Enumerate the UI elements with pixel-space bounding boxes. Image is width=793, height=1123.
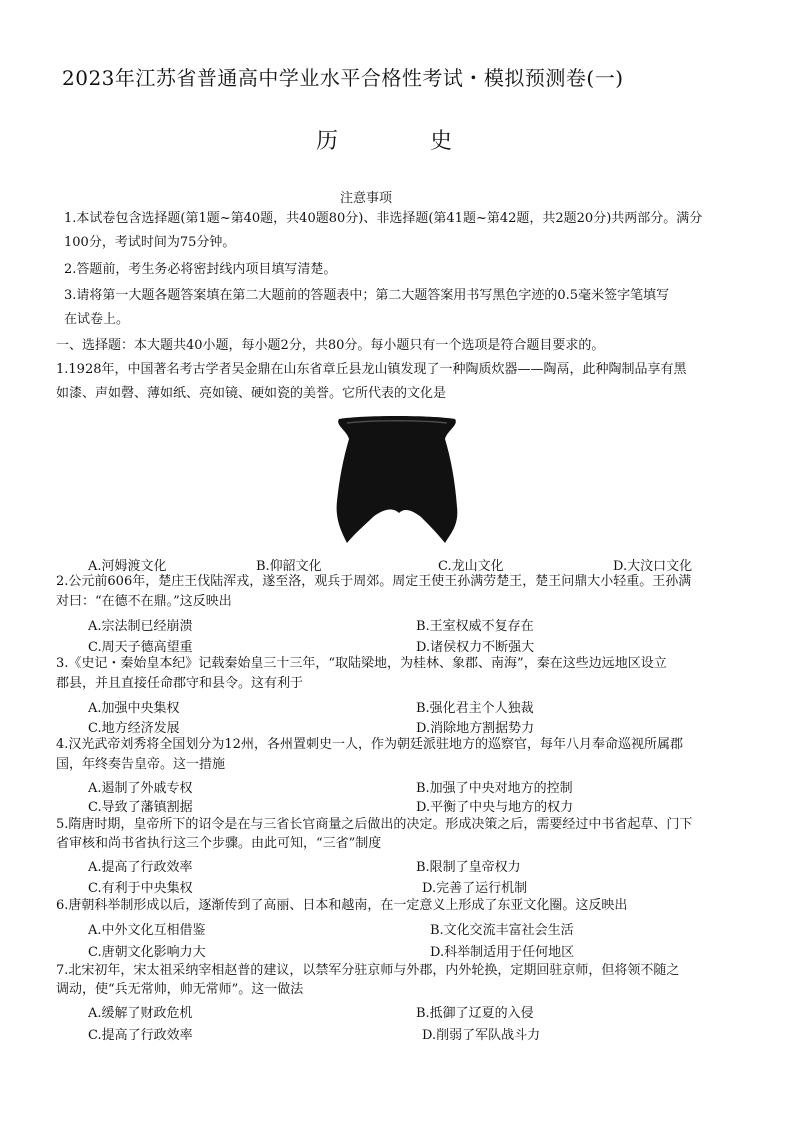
q2-option-b[interactable]: B.王室权威不复存在 — [416, 619, 534, 634]
q6-stem-line-1: 6.唐朝科举制形成以后，逐渐传到了高丽、日本和越南，在一定意义上形成了东亚文化圈。这反映出 — [56, 898, 628, 913]
q7-option-b[interactable]: B.抵御了辽夏的入侵 — [416, 1006, 534, 1021]
exam-title: 2023年江苏省普通高中学业水平合格性考试・模拟预测卷(一) — [62, 66, 624, 90]
q7-option-d[interactable]: D.削弱了军队战斗力 — [422, 1028, 541, 1043]
notice-heading: 注意事项 — [340, 191, 393, 206]
subject-char-2: 史 — [430, 129, 453, 154]
q3-option-a[interactable]: A.加强中央集权 — [88, 701, 180, 716]
q4-stem-line-2: 国，年终奏告皇帝。这一措施 — [56, 757, 226, 772]
q1-stem-line-1: 1.1928年，中国著名考古学者吴金鼎在山东省章丘县龙山镇发现了一种陶质炊器——陶鬲，此种陶制品享有黑 — [56, 362, 687, 377]
q4-option-b[interactable]: B.加强了中央对地方的控制 — [416, 781, 573, 796]
q4-option-d[interactable]: D.平衡了中央与地方的权力 — [416, 800, 574, 815]
q1-option-b[interactable]: B.仰韶文化 — [256, 559, 322, 574]
q1-stem-line-2: 如漆、声如磬、薄如纸、亮如镜、硬如瓷的美誉。它所代表的文化是 — [56, 386, 447, 401]
q5-option-c[interactable]: C.有利于中央集权 — [88, 881, 193, 896]
q2-option-a[interactable]: A.宗法制已经崩溃 — [88, 619, 193, 634]
q1-option-d[interactable]: D.大汶口文化 — [613, 559, 693, 574]
q4-stem-line-1: 4.汉光武帝刘秀将全国划分为12州，各州置刺史一人，作为朝廷派驻地方的巡察官，每年八月奉命巡视所属郡 — [56, 737, 683, 752]
q2-stem-line-1: 2.公元前606年，楚庄王伐陆浑戎，遂至洛，观兵于周郊。周定王使王孙满劳楚王，楚王问鼎大小轻重。王孙满 — [56, 574, 692, 589]
q1-option-c[interactable]: C.龙山文化 — [438, 559, 504, 574]
q4-option-c[interactable]: C.导致了藩镇割据 — [88, 800, 193, 815]
q6-option-b[interactable]: B.文化交流丰富社会生活 — [430, 923, 574, 938]
q3-option-b[interactable]: B.强化君主个人独裁 — [416, 701, 534, 716]
vessel-body — [337, 416, 458, 543]
q2-stem-line-2: 对曰：“在德不在鼎。”这反映出 — [56, 594, 232, 609]
q7-stem-line-2: 调动，使“兵无常帅，帅无常师”。这一做法 — [56, 982, 304, 997]
notice-item-3-line-2: 在试卷上。 — [64, 312, 130, 327]
notice-item-3-line-1: 3.请将第一大题各题答案填在第二大题前的答题表中；第二大题答案用书写黑色字迹的0.5毫米签字笔填写 — [64, 288, 670, 303]
q5-option-d[interactable]: D.完善了运行机制 — [422, 881, 528, 896]
section-heading: 一、选择题：本大题共40小题，每小题2分，共80分。每小题只有一个选项是符合题目要求的。 — [56, 338, 605, 353]
q3-option-d[interactable]: D.消除地方割据势力 — [416, 721, 535, 736]
q6-option-d[interactable]: D.科举制适用于任何地区 — [430, 945, 575, 960]
q7-option-a[interactable]: A.缓解了财政危机 — [88, 1006, 193, 1021]
pottery-li-tripod-figure — [333, 415, 461, 547]
notice-item-1-line-1: 1.本试卷包含选择题(第1题~第40题，共40题80分)、非选择题(第41题~第42题，共2题20分)共两部分。满分 — [64, 211, 703, 226]
q2-option-d[interactable]: D.诸侯权力不断强大 — [416, 640, 535, 655]
q7-option-c[interactable]: C.提高了行政效率 — [88, 1028, 193, 1043]
q2-option-c[interactable]: C.周天子德高望重 — [88, 640, 193, 655]
q6-option-c[interactable]: C.唐朝文化影响力大 — [88, 945, 206, 960]
q5-stem-line-2: 省审核和尚书省执行这三个步骤。由此可知，“三省”制度 — [56, 836, 382, 851]
subject-char-1: 历 — [316, 129, 339, 154]
q3-option-c[interactable]: C.地方经济发展 — [88, 721, 180, 736]
q5-stem-line-1: 5.隋唐时期，皇帝所下的诏令是在与三省长官商量之后做出的决定。形成决策之后，需要经过中书省起草、门下 — [56, 817, 693, 832]
q7-stem-line-1: 7.北宋初年，宋太祖采纳宰相赵普的建议，以禁军分驻京师与外郡，内外轮换，定期回驻京师，但将领不随之 — [56, 963, 680, 978]
q5-option-b[interactable]: B.限制了皇帝权力 — [416, 860, 521, 875]
q6-option-a[interactable]: A.中外文化互相借鉴 — [88, 923, 206, 938]
q1-option-a[interactable]: A.河姆渡文化 — [88, 559, 167, 574]
q3-stem-line-2: 郡县，并且直接任命郡守和县令。这有利于 — [56, 676, 304, 691]
q5-option-a[interactable]: A.提高了行政效率 — [88, 860, 193, 875]
q3-stem-line-1: 3.《史记・秦始皇本纪》记载秦始皇三十三年，“取陆梁地，为桂林、象郡、南海”，秦在这些边远地区设立 — [56, 656, 667, 671]
notice-item-2: 2.答题前，考生务必将密封线内项目填写清楚。 — [64, 262, 337, 277]
q4-option-a[interactable]: A.遏制了外戚专权 — [88, 781, 193, 796]
notice-item-1-line-2: 100分，考试时间为75分钟。 — [64, 235, 236, 250]
